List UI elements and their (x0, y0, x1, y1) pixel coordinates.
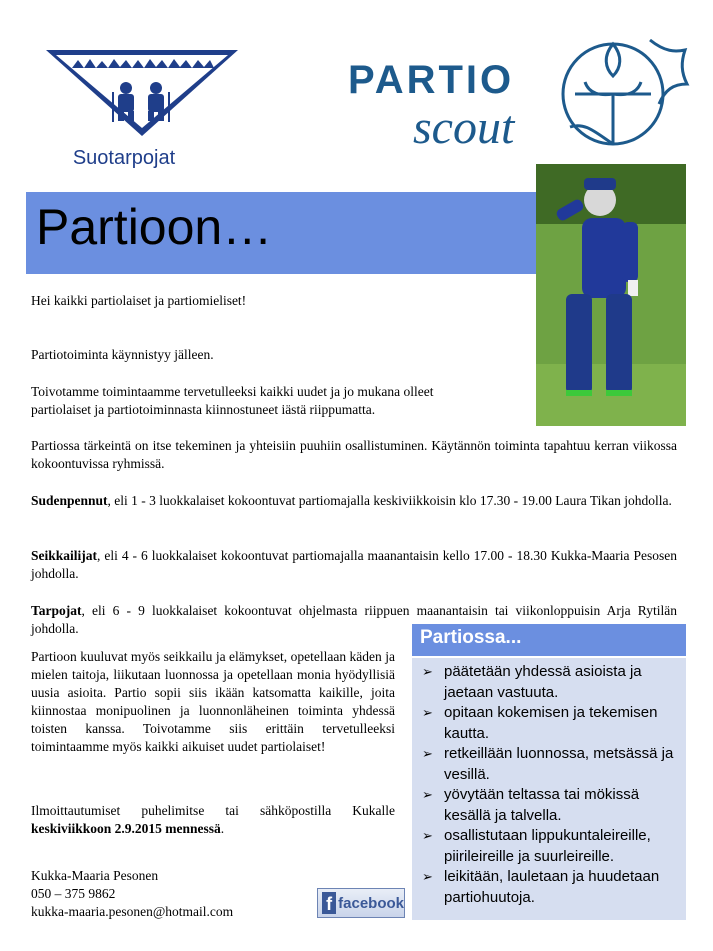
sidebox-list (422, 662, 680, 908)
facebook-label: facebook (338, 894, 404, 912)
group-description: , eli 6 - 9 luokkalaiset kokoontuvat ohjelmasta riippuen maanantaisin tai viikonloppuisin Arja Rytilän johdolla. (31, 603, 677, 636)
list-item-text: retkeillään luonnossa, metsässä ja vesillä. (444, 745, 674, 783)
list-item-text: yövytään teltassa tai mökissä kesällä ja talvella. (444, 786, 640, 824)
contact-phone: 050 – 375 9862 (31, 886, 116, 901)
arrow-bullet-icon: ➢ (422, 869, 433, 884)
list-item (422, 867, 680, 908)
sidebox-title: Partiossa... (420, 627, 522, 648)
contact-name: Kukka-Maaria Pesonen (31, 868, 159, 883)
list-item (422, 826, 680, 867)
scout-figure-photo (536, 164, 686, 426)
list-item (422, 703, 680, 744)
registration-text (31, 802, 395, 838)
adventure-paragraph: Partioon kuuluvat myös seikkailu ja elämykset, opetellaan käden ja mielen taitoja, liikutaan luonnossa ja opetellaan monia hyödyllisiä uusia asioita. Partio sopii siis ikään katsomatta kaikille, joita kiinnostaa monipuolinen ja luonnonläheinen toiminta yhdessä toisten kanssa. Toivotamme siis erittäin tervetulleeksi toimintaamme myös kaikki aikuiset uudet partiolaiset! (31, 649, 395, 754)
arrow-bullet-icon: ➢ (422, 746, 433, 761)
registration-intro: Ilmoittautumiset puhelimitse tai sähköpostilla Kukalle (31, 803, 395, 818)
arrow-bullet-icon: ➢ (422, 828, 433, 843)
group-description: , eli 4 - 6 luokkalaiset kokoontuvat partiomajalla maanantaisin kello 17.00 - 18.30 Kukka-Maaria Pesosen johdolla. (31, 548, 677, 581)
contact-email[interactable]: kukka-maaria.pesonen@hotmail.com (31, 904, 234, 919)
list-item-text: leikitään, lauletaan ja huudetaan partiohuutoja. (444, 868, 660, 906)
scout-wordmark: scout (413, 101, 515, 154)
arrow-bullet-icon: ➢ (422, 705, 433, 720)
welcome-line-1: Toivotamme toimintaamme tervetulleeksi kaikki uudet ja jo mukana olleet (31, 384, 434, 399)
partio-wordmark: PARTIO (348, 58, 515, 102)
list-item-text: osallistutaan lippukuntaleireille, piirileireille ja suurleireille. (444, 827, 651, 865)
page-title: Partioon… (36, 199, 273, 255)
restart-text: Partiotoiminta käynnistyy jälleen. (31, 347, 214, 362)
list-item (422, 744, 680, 785)
facebook-button[interactable] (317, 888, 405, 918)
group-sudenpennut (31, 492, 677, 510)
arrow-bullet-icon: ➢ (422, 664, 433, 679)
group-description: , eli 1 - 3 luokkalaiset kokoontuvat partiomajalla keskiviikkoisin klo 17.30 - 19.00 Laura Tikan johdolla. (107, 493, 672, 508)
list-item (422, 662, 680, 703)
suotarpojat-caption: Suotarpojat (72, 147, 176, 169)
group-name: Seikkailijat (31, 548, 98, 563)
group-name: Tarpojat (31, 603, 82, 618)
facebook-icon: f (322, 892, 336, 914)
list-item (422, 785, 680, 826)
group-name: Sudenpennut (31, 493, 108, 508)
list-item-text: päätetään yhdessä asioista ja jaetaan vastuuta. (444, 663, 642, 701)
fleur-de-lis-emblem-icon (555, 32, 690, 152)
list-item-text: opitaan kokemisen ja tekemisen kautta. (444, 704, 658, 742)
welcome-line-2: partiolaiset ja partiotoiminnasta kiinnostuneet iästä riippumatta. (31, 402, 376, 417)
registration-deadline: keskiviikkoon 2.9.2015 mennessä (31, 821, 221, 836)
suotarpojat-logo (44, 48, 240, 138)
arrow-bullet-icon: ➢ (422, 787, 433, 802)
greeting-text: Hei kaikki partiolaiset ja partiomieliset! (31, 293, 247, 308)
important-paragraph: Partiossa tärkeintä on itse tekeminen ja yhteisiin puuhiin osallistuminen. Käytännön toiminta tapahtuu kerran viikossa kokoontuvissa ryhmissä. (31, 438, 677, 471)
registration-period: . (220, 821, 225, 836)
group-seikkailijat (31, 547, 677, 583)
